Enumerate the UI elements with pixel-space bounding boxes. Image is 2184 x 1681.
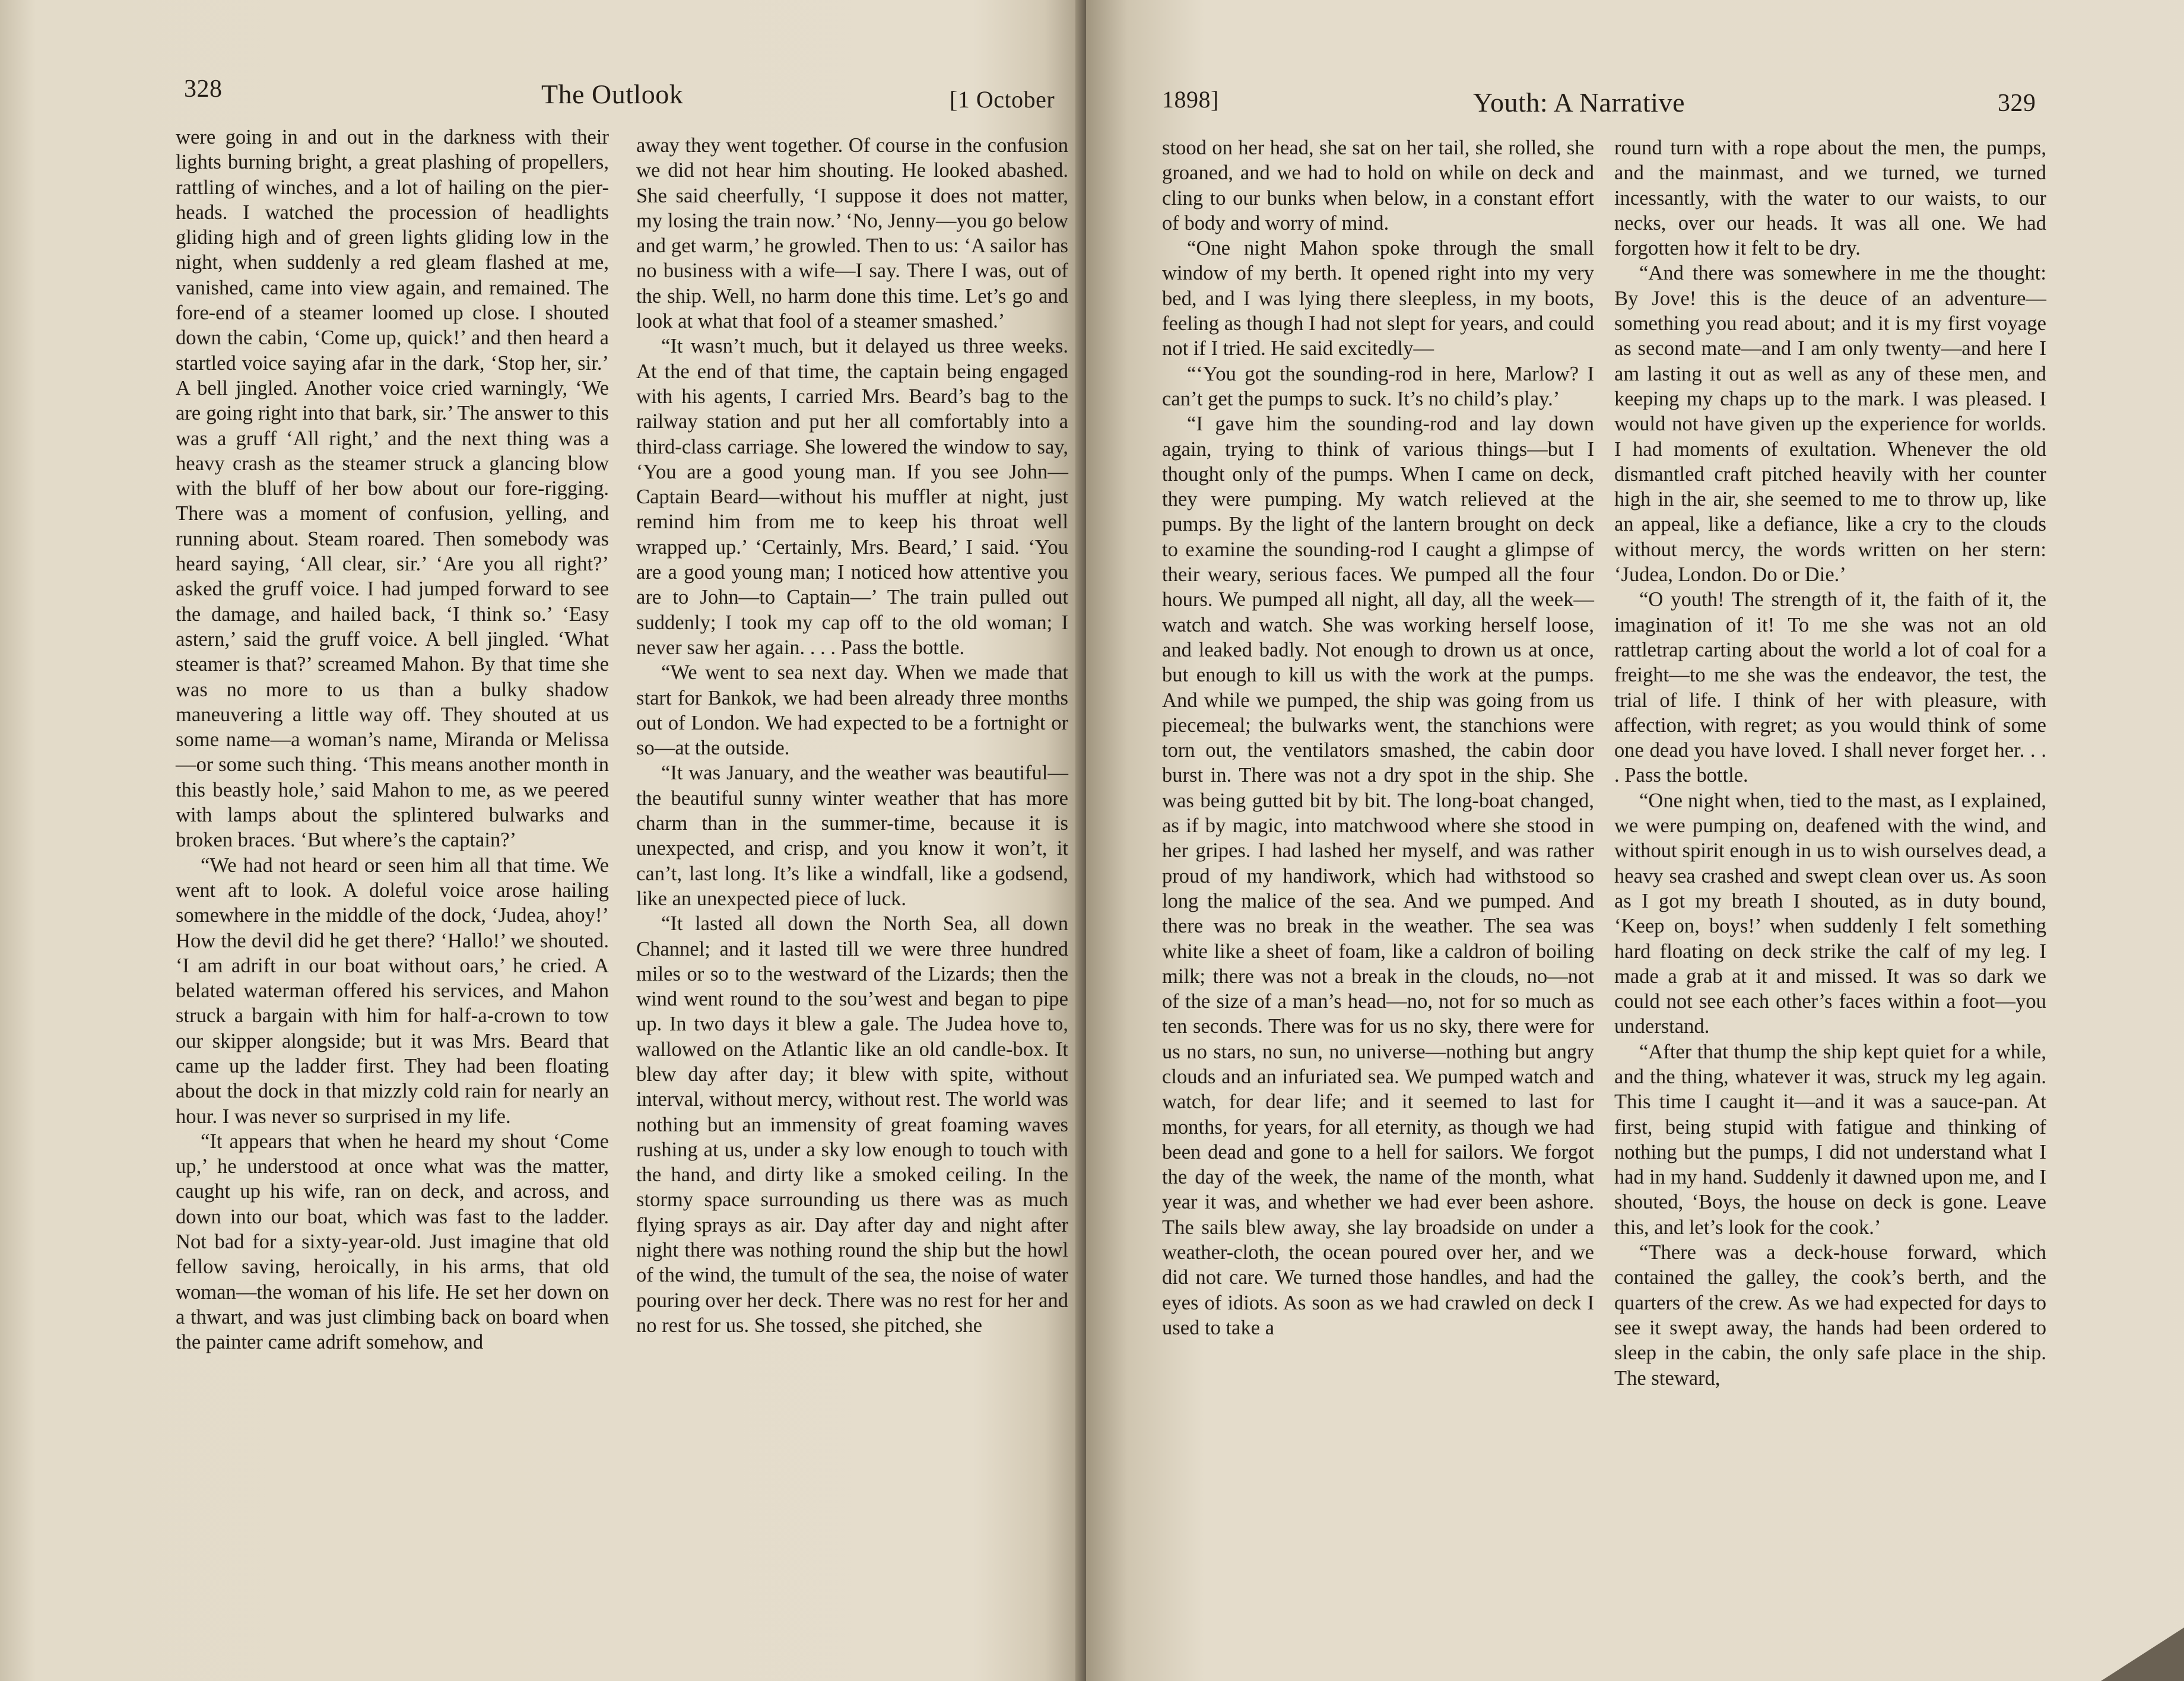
- paragraph: “O youth! The strength of it, the faith of it, the imagination of it! To me she was not an old rattletrap carting about the world a lot of coal for a freight—to me she was the endeavor, the test, the trial of life. I think of her with pleasure, with affection, with regret; as you would think of some one dead you have loved. I shall never forget her. . . . Pass the bottle.: [1614, 588, 2046, 787]
- paragraph: away they went together. Of course in the confusion we did not hear him shouting. He looked abashed. She said cheerfully, ‘I suppose it does not matter, my losing the train now.’ ‘No, Jenny—you go below and get warm,’ he growled. Then to us: ‘A sailor has no business with a wife—I say. There I was, out of the ship. Well, no harm done this time. Let’s go and look at what that fool of a steamer smashed.’: [636, 134, 1068, 333]
- page-number: 329: [1998, 90, 2036, 117]
- paragraph: “One night when, tied to the mast, as I explained, we were pumping on, deafened with the wind, and without spirit enough in us to wish ourselves dead, a heavy sea crashed and swept clean over us. As soon as I got my breath I shouted, as in duty bound, ‘Keep on, boys!’ when suddenly I felt something hard floating on deck strike the calf of my leg. I made a grab at it and missed. It was so dark we could not see each other’s faces within a foot—you understand.: [1614, 789, 2046, 1038]
- page-corner-curl: [2101, 1628, 2184, 1681]
- paragraph: “It appears that when he heard my shout ‘Come up,’ he understood at once what was the matter, caught up his wife, ran on deck, and across, and down into our boat, which was fast to the ladder. Not bad for a sixty-year-old. Just imagine that old fellow saving, heroically, in his arms, that old woman—the woman of his life. He set her down on a thwart, and was just climbing back on board when the painter came adrift somehow, and: [176, 1130, 609, 1354]
- paragraph: “It wasn’t much, but it delayed us three weeks. At the end of that time, the captain being engaged with his agents, I carried Mrs. Beard’s bag to the railway station and put her all comfortably into a third-class carriage. She lowered the window to say, ‘You are a good young man. If you see John—Captain Beard—without his muffler at night, just remind him from me to keep his throat well wrapped up.’ ‘Certainly, Mrs. Beard,’ I said. ‘You are a good young man; I noticed how attentive you are to John—to Captain—’ The train pulled out suddenly; I took my cap off to the old woman; I never saw her again. . . . Pass the bottle.: [636, 335, 1068, 659]
- paragraph: “I gave him the sounding-rod and lay down again, trying to think of various things—but I thought only of the pumps. When I came on deck, they were pumping. My watch relieved at the pumps. By the light of the lantern brought on deck to examine the sounding-rod I caught a glimpse of their weary, serious faces. We pumped all the four hours. We pumped all night, all day, all the week—watch and watch. She was working herself loose, and leaked badly. Not enough to drown us at once, but enough to kill us with the work at the pumps. And while we pumped, the ship was going from us piecemeal; the bulwarks went, the stanchions were torn out, the ventilators smashed, the cabin door burst in. There was not a dry spot in the ship. She was being gutted bit by bit. The long-boat changed, as if by magic, into matchwood where she stood in her gripes. I had lashed her myself, and was rather proud of my handiwork, which had withstood so long the malice of the sea. And we pumped. And there was no break in the weather. The sea was white like a sheet of foam, like a caldron of boiling milk; there was not a break in the clouds, no—not of the size of a man’s head—no, not for so much as ten seconds. There was for us no sky, there were for us no stars, no sun, no universe—nothing but angry clouds and an infuriated sea. We pumped watch and watch, for dear life; and it seemed to last for months, for years, for all eternity, as though we had been dead and gone to a hell for sailors. We forgot the day of the week, the name of the month, what year it was, and whether we had ever been ashore. The sails blew away, she lay broadside on under a weather-cloth, the ocean poured over her, and we did not care. We turned those handles, and had the eyes of idiots. As soon as we had crawled on deck I used to take a: [1162, 413, 1594, 1339]
- issue-date: 1898]: [1162, 86, 1219, 113]
- running-title: The Outlook: [541, 79, 684, 109]
- paragraph: “After that thump the ship kept quiet for a while, and the thing, whatever it was, struck my leg again. This time I caught it—and it was a sauce-pan. At first, being stupid with fatigue and thinking of nothing but the pumps, I did not understand what I had in my hand. Suddenly it dawned upon me, and I shouted, ‘Boys, the house on deck is gone. Leave this, and let’s look for the cook.’: [1614, 1040, 2046, 1239]
- paragraph: “And there was somewhere in me the thought: By Jove! this is the deuce of an adventure—something you read about; and it is my first voyage as second mate—and I am only twenty—and here I am lasting it out as well as any of these men, and keeping my chaps up to the mark. I was pleased. I would not have given up the experience for worlds. I had moments of exultation. Whenever the old dismantled craft pitched heavily with her counter high in the air, she seemed to me to throw up, like an appeal, like a defiance, like a cry to the clouds without mercy, the words written on her stern: ‘Judea, London. Do or Die.’: [1614, 262, 2046, 586]
- paragraph: “‘You got the sounding-rod in here, Marlow? I can’t get the pumps to suck. It’s no child’s play.’: [1162, 362, 1594, 410]
- paragraph: round turn with a rope about the men, the pumps, and the mainmast, and we turned, we turned incessantly, with the water to our waists, to our necks, over our heads. It was all one. We had forgotten how it felt to be dry.: [1614, 137, 2046, 260]
- paragraph: “We had not heard or seen him all that time. We went aft to look. A doleful voice arose hailing somewhere in the middle of the dock, ‘Judea, ahoy!’ How the devil did he get there? ‘Hallo!’ we shouted. ‘I am adrift in our boat without oars,’ he cried. A belated waterman offered his services, and Mahon struck a bargain with him for half-a-crown to tow our skipper alongside; but it was Mrs. Beard that came up the ladder first. They had been floating about the dock in that mizzly cold rain for nearly an hour. I was never so surprised in my life.: [176, 854, 609, 1128]
- issue-date: [1 October: [950, 86, 1055, 113]
- paragraph: were going in and out in the darkness with their lights burning bright, a great plashing of propellers, rattling of winches, and a lot of hailing on the pier-heads. I watched the procession of headlights gliding high and of green lights gliding low in the night, when suddenly a red gleam flashed at me, vanished, came into view again, and remained. The fore-end of a steamer loomed up close. I shouted down the cabin, ‘Come up, quick!’ and then heard a startled voice saying afar in the dark, ‘Stop her, sir.’ A bell jingled. Another voice cried warningly, ‘We are going right into that bark, sir.’ The answer to this was a gruff ‘All right,’ and the next thing was a heavy crash as the steamer struck a glancing blow with the bluff of her bow about our fore-rigging. There was a moment of confusion, yelling, and running about. Steam roared. Then somebody was heard saying, ‘All clear, sir.’ ‘Are you all right?’ asked the gruff voice. I had jumped forward to see the damage, and hailed back, ‘I think so.’ ‘Easy astern,’ said the gruff voice. A bell jingled. ‘What steamer is that?’ screamed Mahon. By that time she was no more to us than a bulky shadow maneuvering a little way off. They shouted at us some name—a woman’s name, Miranda or Melissa—or some such thing. ‘This means another month in this beastly hole,’ said Mahon to me, as we peered with lamps about the splintered bulwarks and broken braces. ‘But where’s the captain?’: [176, 126, 609, 852]
- paragraph: “We went to sea next day. When we made that start for Bankok, we had been already three months out of London. We had expected to be a fortnight or so—at the outside.: [636, 661, 1068, 760]
- paragraph: “It lasted all down the North Sea, all down Channel; and it lasted till we were three hundred miles or so to the westward of the Lizards; then the wind went round to the sou’west and began to pipe up. In two days it blew a gale. The Judea hove to, wallowed on the Atlantic like an old candle-box. It blew day after day; it blew with spite, without interval, without mercy, without rest. The world was nothing but an immensity of great foaming waves rushing at us, under a sky low enough to touch with the hand, and dirty like a smoked ceiling. In the stormy space surrounding us there was as much flying sprays as air. Day after day and night after night there was nothing round the ship but the howl of the wind, the tumult of the sea, the noise of water pouring over her deck. There was no rest for her and no rest for us. She tossed, she pitched, she: [636, 912, 1068, 1337]
- text-column-1: [176, 125, 609, 1355]
- text-column-4: [1614, 135, 2046, 1391]
- right-page: [1086, 0, 2184, 1681]
- paragraph: “It was January, and the weather was beautiful—the beautiful sunny winter weather that has more charm than in the summer-time, because it is unexpected, and crisp, and you know it won’t, it can’t, last long. It’s like a windfall, like a godsend, like an unexpected piece of luck.: [636, 762, 1068, 910]
- paragraph: stood on her head, she sat on her tail, she rolled, she groaned, and we had to hold on while on deck and cling to our bunks when below, in a constant effort of body and worry of mind.: [1162, 137, 1594, 234]
- page-number: 328: [184, 75, 223, 103]
- paragraph: “There was a deck-house forward, which contained the galley, the cook’s berth, and the quarters of the crew. As we had expected for days to see it swept away, the hands had been ordered to sleep in the cabin, the only safe place in the ship. The steward,: [1614, 1241, 2046, 1390]
- left-page: [0, 0, 1086, 1681]
- running-title: Youth: A Narrative: [1473, 87, 1685, 118]
- text-column-2: [636, 133, 1068, 1338]
- text-column-3: [1162, 135, 1594, 1340]
- paragraph: “One night Mahon spoke through the small window of my berth. It opened right into my very bed, and I was lying there sleepless, in my boots, feeling as though I had not slept for years, and could not if I tried. He said excitedly—: [1162, 237, 1594, 360]
